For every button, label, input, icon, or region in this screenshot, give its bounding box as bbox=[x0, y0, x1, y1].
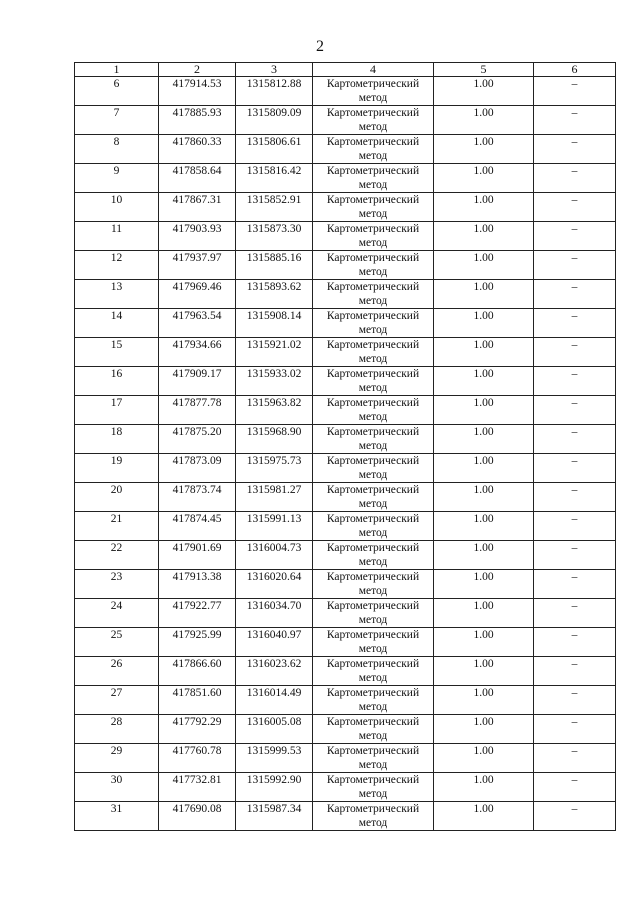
table-row bbox=[75, 280, 616, 309]
method-line-1: Картометрический bbox=[326, 397, 420, 409]
point-number-cell: 7 bbox=[75, 106, 159, 135]
method-line-2: метод bbox=[358, 295, 388, 307]
point-number-cell: 25 bbox=[75, 628, 159, 657]
method-line-1: Картометрический bbox=[326, 774, 420, 786]
method-line-1: Картометрический bbox=[326, 194, 420, 206]
note-cell: – bbox=[534, 483, 616, 512]
table-row bbox=[75, 628, 616, 657]
method-cell bbox=[313, 251, 434, 280]
method-cell bbox=[313, 773, 434, 802]
method-line-2: метод bbox=[358, 353, 388, 365]
method-line-1: Картометрический bbox=[326, 629, 420, 641]
y-coordinate-cell: 1315812.88 bbox=[236, 77, 313, 106]
note-cell: – bbox=[534, 396, 616, 425]
header-cell-5: 5 bbox=[434, 63, 534, 77]
table-row bbox=[75, 193, 616, 222]
x-coordinate-cell: 417963.54 bbox=[159, 309, 236, 338]
method-cell bbox=[313, 802, 434, 831]
note-cell: – bbox=[534, 222, 616, 251]
table-row bbox=[75, 222, 616, 251]
header-cell-3: 3 bbox=[236, 63, 313, 77]
y-coordinate-cell: 1315999.53 bbox=[236, 744, 313, 773]
method-cell bbox=[313, 280, 434, 309]
method-line-1: Картометрический bbox=[326, 78, 420, 90]
method-line-2: метод bbox=[358, 237, 388, 249]
note-cell: – bbox=[534, 802, 616, 831]
x-coordinate-cell: 417851.60 bbox=[159, 686, 236, 715]
y-coordinate-cell: 1315968.90 bbox=[236, 425, 313, 454]
method-cell bbox=[313, 193, 434, 222]
method-cell bbox=[313, 454, 434, 483]
point-number-cell: 23 bbox=[75, 570, 159, 599]
y-coordinate-cell: 1315975.73 bbox=[236, 454, 313, 483]
method-line-1: Картометрический bbox=[326, 745, 420, 757]
method-line-2: метод bbox=[358, 701, 388, 713]
method-line-1: Картометрический bbox=[326, 281, 420, 293]
table-row bbox=[75, 77, 616, 106]
method-line-1: Картометрический bbox=[326, 252, 420, 264]
method-line-1: Картометрический bbox=[326, 136, 420, 148]
note-cell: – bbox=[534, 541, 616, 570]
y-coordinate-cell: 1315885.16 bbox=[236, 251, 313, 280]
accuracy-cell: 1.00 bbox=[434, 483, 534, 512]
point-number-cell: 16 bbox=[75, 367, 159, 396]
method-line-1: Картометрический bbox=[326, 426, 420, 438]
table-header bbox=[75, 63, 616, 77]
note-cell: – bbox=[534, 570, 616, 599]
method-line-2: метод bbox=[358, 556, 388, 568]
x-coordinate-cell: 417914.53 bbox=[159, 77, 236, 106]
point-number-cell: 31 bbox=[75, 802, 159, 831]
table-row bbox=[75, 541, 616, 570]
table-row bbox=[75, 338, 616, 367]
note-cell: – bbox=[534, 686, 616, 715]
table-row bbox=[75, 454, 616, 483]
method-line-1: Картометрический bbox=[326, 339, 420, 351]
point-number-cell: 13 bbox=[75, 280, 159, 309]
method-line-2: метод bbox=[358, 92, 388, 104]
point-number-cell: 12 bbox=[75, 251, 159, 280]
method-line-1: Картометрический bbox=[326, 368, 420, 380]
method-line-2: метод bbox=[358, 585, 388, 597]
x-coordinate-cell: 417873.74 bbox=[159, 483, 236, 512]
x-coordinate-cell: 417867.31 bbox=[159, 193, 236, 222]
header-cell-2: 2 bbox=[159, 63, 236, 77]
x-coordinate-cell: 417937.97 bbox=[159, 251, 236, 280]
method-line-2: метод bbox=[358, 469, 388, 481]
header-cell-1: 1 bbox=[75, 63, 159, 77]
accuracy-cell: 1.00 bbox=[434, 338, 534, 367]
method-line-1: Картометрический bbox=[326, 223, 420, 235]
method-line-2: метод bbox=[358, 266, 388, 278]
table-row bbox=[75, 135, 616, 164]
x-coordinate-cell: 417969.46 bbox=[159, 280, 236, 309]
method-cell bbox=[313, 309, 434, 338]
method-cell bbox=[313, 77, 434, 106]
accuracy-cell: 1.00 bbox=[434, 628, 534, 657]
point-number-cell: 17 bbox=[75, 396, 159, 425]
x-coordinate-cell: 417866.60 bbox=[159, 657, 236, 686]
method-line-2: метод bbox=[358, 788, 388, 800]
method-line-2: метод bbox=[358, 382, 388, 394]
header-row bbox=[75, 63, 616, 77]
accuracy-cell: 1.00 bbox=[434, 802, 534, 831]
method-line-2: метод bbox=[358, 643, 388, 655]
method-line-2: метод bbox=[358, 179, 388, 191]
point-number-cell: 9 bbox=[75, 164, 159, 193]
method-line-2: метод bbox=[358, 759, 388, 771]
method-line-2: метод bbox=[358, 121, 388, 133]
method-cell bbox=[313, 599, 434, 628]
y-coordinate-cell: 1316004.73 bbox=[236, 541, 313, 570]
accuracy-cell: 1.00 bbox=[434, 454, 534, 483]
note-cell: – bbox=[534, 715, 616, 744]
accuracy-cell: 1.00 bbox=[434, 222, 534, 251]
y-coordinate-cell: 1315933.02 bbox=[236, 367, 313, 396]
table-row bbox=[75, 657, 616, 686]
y-coordinate-cell: 1315921.02 bbox=[236, 338, 313, 367]
method-cell bbox=[313, 686, 434, 715]
y-coordinate-cell: 1315806.61 bbox=[236, 135, 313, 164]
point-number-cell: 6 bbox=[75, 77, 159, 106]
accuracy-cell: 1.00 bbox=[434, 367, 534, 396]
x-coordinate-cell: 417860.33 bbox=[159, 135, 236, 164]
method-line-1: Картометрический bbox=[326, 165, 420, 177]
method-line-1: Картометрический bbox=[326, 571, 420, 583]
method-cell bbox=[313, 367, 434, 396]
note-cell: – bbox=[534, 425, 616, 454]
method-line-1: Картометрический bbox=[326, 455, 420, 467]
accuracy-cell: 1.00 bbox=[434, 773, 534, 802]
note-cell: – bbox=[534, 193, 616, 222]
method-cell bbox=[313, 338, 434, 367]
y-coordinate-cell: 1315992.90 bbox=[236, 773, 313, 802]
method-cell bbox=[313, 135, 434, 164]
x-coordinate-cell: 417760.78 bbox=[159, 744, 236, 773]
method-cell bbox=[313, 541, 434, 570]
note-cell: – bbox=[534, 338, 616, 367]
coordinates-table bbox=[74, 62, 616, 831]
table-row bbox=[75, 773, 616, 802]
accuracy-cell: 1.00 bbox=[434, 77, 534, 106]
table-row bbox=[75, 715, 616, 744]
method-cell bbox=[313, 106, 434, 135]
y-coordinate-cell: 1316014.49 bbox=[236, 686, 313, 715]
point-number-cell: 14 bbox=[75, 309, 159, 338]
method-cell bbox=[313, 628, 434, 657]
point-number-cell: 18 bbox=[75, 425, 159, 454]
note-cell: – bbox=[534, 773, 616, 802]
note-cell: – bbox=[534, 280, 616, 309]
point-number-cell: 20 bbox=[75, 483, 159, 512]
method-line-1: Картометрический bbox=[326, 107, 420, 119]
method-line-2: метод bbox=[358, 411, 388, 423]
method-line-2: метод bbox=[358, 324, 388, 336]
accuracy-cell: 1.00 bbox=[434, 599, 534, 628]
accuracy-cell: 1.00 bbox=[434, 744, 534, 773]
accuracy-cell: 1.00 bbox=[434, 657, 534, 686]
x-coordinate-cell: 417690.08 bbox=[159, 802, 236, 831]
x-coordinate-cell: 417874.45 bbox=[159, 512, 236, 541]
point-number-cell: 28 bbox=[75, 715, 159, 744]
point-number-cell: 27 bbox=[75, 686, 159, 715]
point-number-cell: 24 bbox=[75, 599, 159, 628]
method-line-1: Картометрический bbox=[326, 513, 420, 525]
method-line-2: метод bbox=[358, 208, 388, 220]
method-cell bbox=[313, 483, 434, 512]
accuracy-cell: 1.00 bbox=[434, 512, 534, 541]
x-coordinate-cell: 417913.38 bbox=[159, 570, 236, 599]
note-cell: – bbox=[534, 744, 616, 773]
x-coordinate-cell: 417885.93 bbox=[159, 106, 236, 135]
method-line-2: метод bbox=[358, 730, 388, 742]
y-coordinate-cell: 1315963.82 bbox=[236, 396, 313, 425]
x-coordinate-cell: 417873.09 bbox=[159, 454, 236, 483]
note-cell: – bbox=[534, 77, 616, 106]
note-cell: – bbox=[534, 367, 616, 396]
method-line-1: Картометрический bbox=[326, 600, 420, 612]
y-coordinate-cell: 1315981.27 bbox=[236, 483, 313, 512]
table-body bbox=[75, 77, 616, 831]
y-coordinate-cell: 1315987.34 bbox=[236, 802, 313, 831]
method-line-2: метод bbox=[358, 498, 388, 510]
x-coordinate-cell: 417877.78 bbox=[159, 396, 236, 425]
note-cell: – bbox=[534, 657, 616, 686]
table-row bbox=[75, 164, 616, 193]
note-cell: – bbox=[534, 599, 616, 628]
header-cell-4: 4 bbox=[313, 63, 434, 77]
accuracy-cell: 1.00 bbox=[434, 193, 534, 222]
point-number-cell: 8 bbox=[75, 135, 159, 164]
point-number-cell: 15 bbox=[75, 338, 159, 367]
note-cell: – bbox=[534, 164, 616, 193]
note-cell: – bbox=[534, 512, 616, 541]
note-cell: – bbox=[534, 251, 616, 280]
x-coordinate-cell: 417934.66 bbox=[159, 338, 236, 367]
accuracy-cell: 1.00 bbox=[434, 164, 534, 193]
table-row bbox=[75, 106, 616, 135]
accuracy-cell: 1.00 bbox=[434, 309, 534, 338]
note-cell: – bbox=[534, 628, 616, 657]
table-row bbox=[75, 802, 616, 831]
method-line-2: метод bbox=[358, 817, 388, 829]
y-coordinate-cell: 1315852.91 bbox=[236, 193, 313, 222]
accuracy-cell: 1.00 bbox=[434, 280, 534, 309]
method-line-1: Картометрический bbox=[326, 310, 420, 322]
method-line-1: Картометрический bbox=[326, 687, 420, 699]
point-number-cell: 11 bbox=[75, 222, 159, 251]
method-cell bbox=[313, 425, 434, 454]
method-cell bbox=[313, 512, 434, 541]
x-coordinate-cell: 417903.93 bbox=[159, 222, 236, 251]
method-cell bbox=[313, 715, 434, 744]
x-coordinate-cell: 417901.69 bbox=[159, 541, 236, 570]
point-number-cell: 10 bbox=[75, 193, 159, 222]
method-line-2: метод bbox=[358, 150, 388, 162]
method-cell bbox=[313, 164, 434, 193]
table-row bbox=[75, 744, 616, 773]
method-line-2: метод bbox=[358, 614, 388, 626]
table-row bbox=[75, 599, 616, 628]
point-number-cell: 29 bbox=[75, 744, 159, 773]
y-coordinate-cell: 1316034.70 bbox=[236, 599, 313, 628]
accuracy-cell: 1.00 bbox=[434, 251, 534, 280]
method-line-2: метод bbox=[358, 440, 388, 452]
note-cell: – bbox=[534, 106, 616, 135]
table-row bbox=[75, 570, 616, 599]
accuracy-cell: 1.00 bbox=[434, 541, 534, 570]
x-coordinate-cell: 417732.81 bbox=[159, 773, 236, 802]
y-coordinate-cell: 1315809.09 bbox=[236, 106, 313, 135]
x-coordinate-cell: 417922.77 bbox=[159, 599, 236, 628]
table-row bbox=[75, 309, 616, 338]
x-coordinate-cell: 417925.99 bbox=[159, 628, 236, 657]
point-number-cell: 26 bbox=[75, 657, 159, 686]
y-coordinate-cell: 1315991.13 bbox=[236, 512, 313, 541]
x-coordinate-cell: 417909.17 bbox=[159, 367, 236, 396]
method-line-2: метод bbox=[358, 672, 388, 684]
method-cell bbox=[313, 744, 434, 773]
note-cell: – bbox=[534, 135, 616, 164]
point-number-cell: 19 bbox=[75, 454, 159, 483]
y-coordinate-cell: 1316023.62 bbox=[236, 657, 313, 686]
note-cell: – bbox=[534, 454, 616, 483]
y-coordinate-cell: 1316005.08 bbox=[236, 715, 313, 744]
table-row bbox=[75, 483, 616, 512]
y-coordinate-cell: 1315873.30 bbox=[236, 222, 313, 251]
method-line-1: Картометрический bbox=[326, 803, 420, 815]
y-coordinate-cell: 1316020.64 bbox=[236, 570, 313, 599]
accuracy-cell: 1.00 bbox=[434, 106, 534, 135]
accuracy-cell: 1.00 bbox=[434, 686, 534, 715]
y-coordinate-cell: 1315816.42 bbox=[236, 164, 313, 193]
point-number-cell: 22 bbox=[75, 541, 159, 570]
method-cell bbox=[313, 657, 434, 686]
method-line-1: Картометрический bbox=[326, 542, 420, 554]
table-row bbox=[75, 396, 616, 425]
y-coordinate-cell: 1315908.14 bbox=[236, 309, 313, 338]
y-coordinate-cell: 1315893.62 bbox=[236, 280, 313, 309]
method-cell bbox=[313, 570, 434, 599]
table-row bbox=[75, 686, 616, 715]
accuracy-cell: 1.00 bbox=[434, 135, 534, 164]
accuracy-cell: 1.00 bbox=[434, 570, 534, 599]
table-row bbox=[75, 367, 616, 396]
method-line-1: Картометрический bbox=[326, 658, 420, 670]
method-line-1: Картометрический bbox=[326, 484, 420, 496]
table-row bbox=[75, 425, 616, 454]
accuracy-cell: 1.00 bbox=[434, 396, 534, 425]
method-cell bbox=[313, 222, 434, 251]
header-cell-6: 6 bbox=[534, 63, 616, 77]
page-number: 2 bbox=[316, 38, 324, 55]
accuracy-cell: 1.00 bbox=[434, 715, 534, 744]
y-coordinate-cell: 1316040.97 bbox=[236, 628, 313, 657]
accuracy-cell: 1.00 bbox=[434, 425, 534, 454]
x-coordinate-cell: 417858.64 bbox=[159, 164, 236, 193]
table-row bbox=[75, 251, 616, 280]
x-coordinate-cell: 417875.20 bbox=[159, 425, 236, 454]
x-coordinate-cell: 417792.29 bbox=[159, 715, 236, 744]
table-row bbox=[75, 512, 616, 541]
method-line-1: Картометрический bbox=[326, 716, 420, 728]
method-line-2: метод bbox=[358, 527, 388, 539]
note-cell: – bbox=[534, 309, 616, 338]
point-number-cell: 30 bbox=[75, 773, 159, 802]
method-cell bbox=[313, 396, 434, 425]
point-number-cell: 21 bbox=[75, 512, 159, 541]
